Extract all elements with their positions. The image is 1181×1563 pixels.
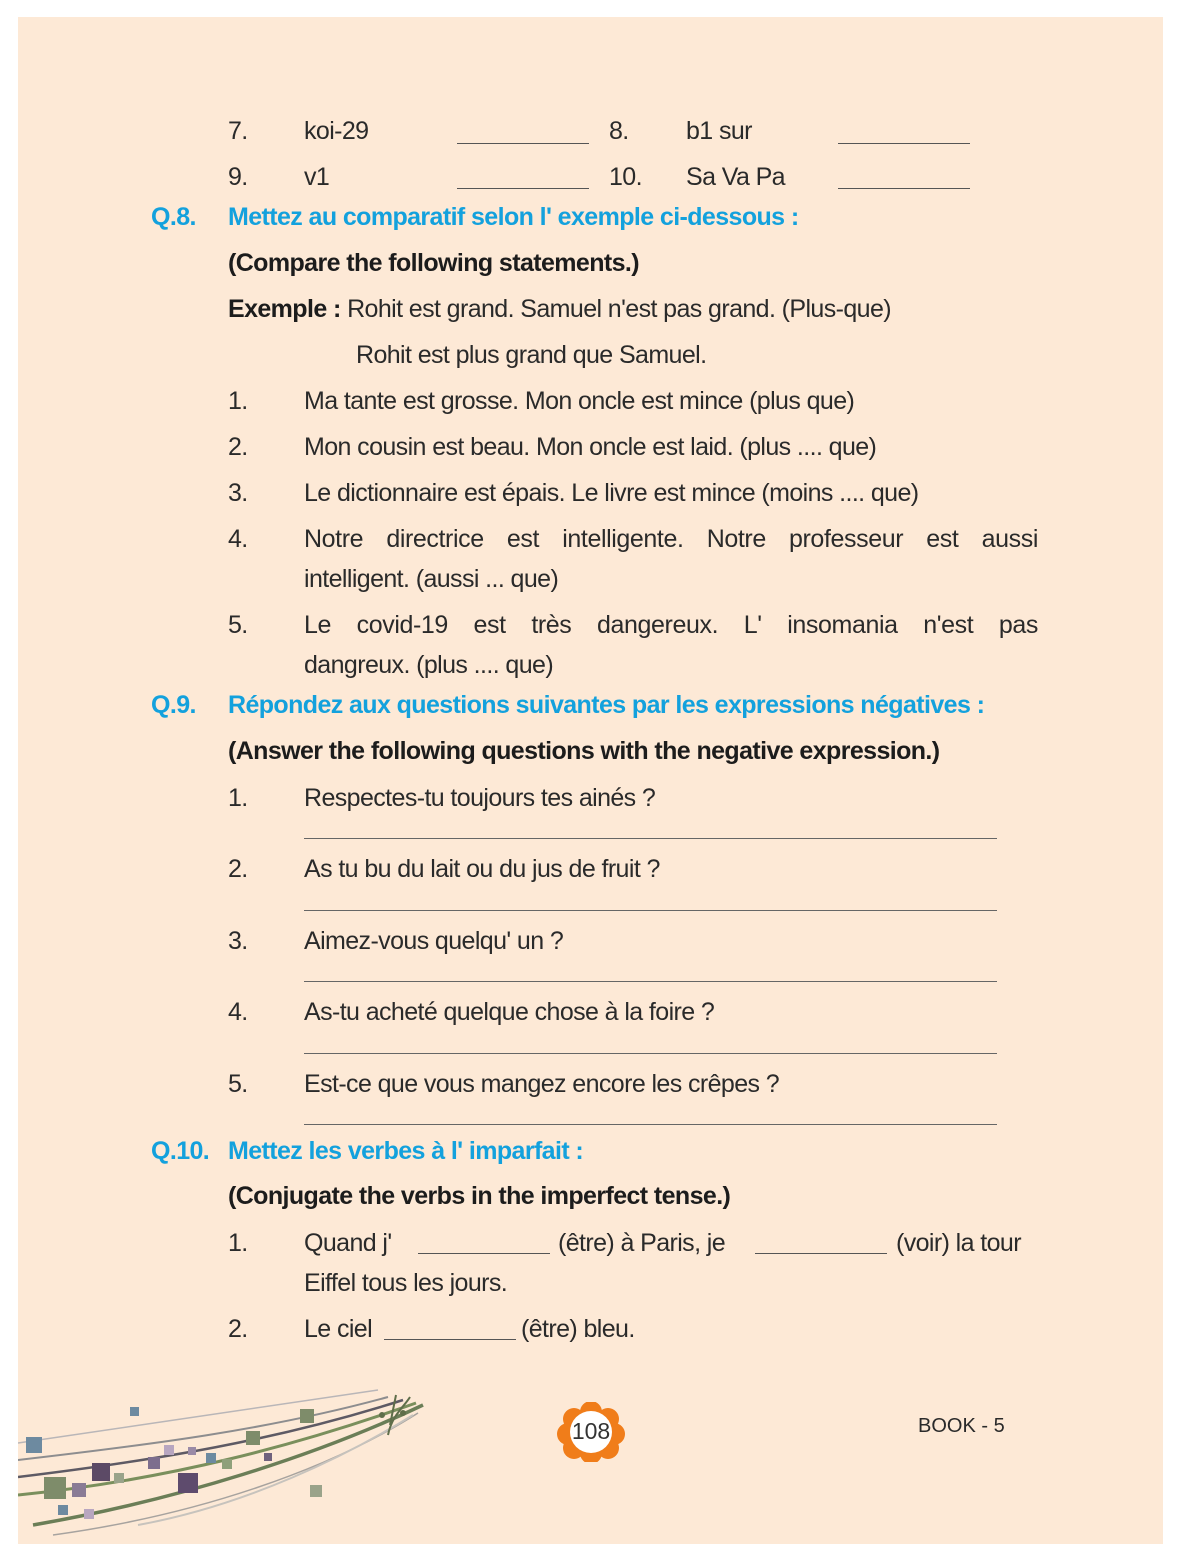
item-number: 1. bbox=[228, 1229, 248, 1257]
list-item-text: v1 bbox=[304, 163, 330, 191]
answer-blank bbox=[755, 1253, 887, 1254]
item-text: As-tu acheté quelque chose à la foire ? bbox=[304, 998, 715, 1026]
list-item-number: 8. bbox=[609, 117, 629, 145]
example-text: Rohit est grand. Samuel n'est pas grand. (Plus-que) bbox=[347, 295, 891, 323]
item-number: 1. bbox=[228, 784, 248, 812]
item-text-line2: intelligent. (aussi ... que) bbox=[304, 565, 559, 593]
item-text: Ma tante est grosse. Mon oncle est mince (plus que) bbox=[304, 387, 855, 415]
answer-blank bbox=[838, 188, 970, 189]
question-subtitle: (Answer the following questions with the negative expression.) bbox=[228, 737, 940, 765]
book-label: BOOK - 5 bbox=[918, 1415, 1005, 1437]
list-item-number: 7. bbox=[228, 117, 248, 145]
decorative-swirl-art bbox=[18, 1385, 438, 1545]
item-text-line2: Eiffel tous les jours. bbox=[304, 1269, 508, 1297]
answer-blank bbox=[457, 143, 589, 144]
item-text-line1: Notre directrice est intelligente. Notre professeur est aussi bbox=[304, 525, 1038, 553]
question-label: Q.9. bbox=[151, 691, 196, 719]
item-number: 3. bbox=[228, 927, 248, 955]
item-number: 4. bbox=[228, 998, 248, 1026]
item-text: Le dictionnaire est épais. Le livre est mince (moins .... que) bbox=[304, 479, 919, 507]
item-number: 5. bbox=[228, 1070, 248, 1098]
question-subtitle: (Compare the following statements.) bbox=[228, 249, 639, 277]
answer-line bbox=[304, 838, 997, 839]
question-label: Q.10. bbox=[151, 1137, 210, 1165]
item-number: 1. bbox=[228, 387, 248, 415]
example-line bbox=[228, 295, 891, 324]
item-text: Mon cousin est beau. Mon oncle est laid. (plus .... que) bbox=[304, 433, 877, 461]
item-number: 5. bbox=[228, 611, 248, 639]
example-label: Exemple : bbox=[228, 295, 341, 323]
item-text-part: Le ciel bbox=[304, 1315, 373, 1343]
question-title: Répondez aux questions suivantes par les expressions négatives : bbox=[228, 691, 985, 719]
item-text-part: (être) bleu. bbox=[521, 1315, 635, 1343]
list-item-text: koi-29 bbox=[304, 117, 369, 145]
item-text-part: (voir) la tour bbox=[896, 1229, 1021, 1257]
item-text: Aimez-vous quelqu' un ? bbox=[304, 927, 564, 955]
item-number: 4. bbox=[228, 525, 248, 553]
list-item-text: b1 sur bbox=[686, 117, 752, 145]
item-text-line2: dangreux. (plus .... que) bbox=[304, 651, 554, 679]
question-title: Mettez au comparatif selon l' exemple ci-dessous : bbox=[228, 203, 799, 231]
question-label: Q.8. bbox=[151, 203, 196, 231]
answer-line bbox=[304, 981, 997, 982]
item-number: 2. bbox=[228, 1315, 248, 1343]
example-answer: Rohit est plus grand que Samuel. bbox=[356, 341, 707, 369]
item-text-part: (être) à Paris, je bbox=[558, 1229, 726, 1257]
answer-blank bbox=[457, 188, 589, 189]
item-text: Est-ce que vous mangez encore les crêpes ? bbox=[304, 1070, 780, 1098]
question-title: Mettez les verbes à l' imparfait : bbox=[228, 1137, 584, 1165]
list-item-number: 10. bbox=[609, 163, 642, 191]
page-number: 108 bbox=[571, 1418, 611, 1444]
answer-line bbox=[304, 1053, 997, 1054]
list-item-number: 9. bbox=[228, 163, 248, 191]
item-number: 3. bbox=[228, 479, 248, 507]
item-text-part: Quand j' bbox=[304, 1229, 392, 1257]
item-number: 2. bbox=[228, 433, 248, 461]
item-text-line1: Le covid-19 est très dangereux. L' insomania n'est pas bbox=[304, 611, 1038, 639]
item-text: Respectes-tu toujours tes ainés ? bbox=[304, 784, 656, 812]
item-number: 2. bbox=[228, 855, 248, 883]
item-text: As tu bu du lait ou du jus de fruit ? bbox=[304, 855, 660, 883]
answer-line bbox=[304, 910, 997, 911]
answer-blank bbox=[838, 143, 970, 144]
answer-blank bbox=[418, 1253, 550, 1254]
answer-line bbox=[304, 1124, 997, 1125]
question-subtitle: (Conjugate the verbs in the imperfect tense.) bbox=[228, 1182, 731, 1210]
answer-blank bbox=[384, 1339, 516, 1340]
list-item-text: Sa Va Pa bbox=[686, 163, 785, 191]
